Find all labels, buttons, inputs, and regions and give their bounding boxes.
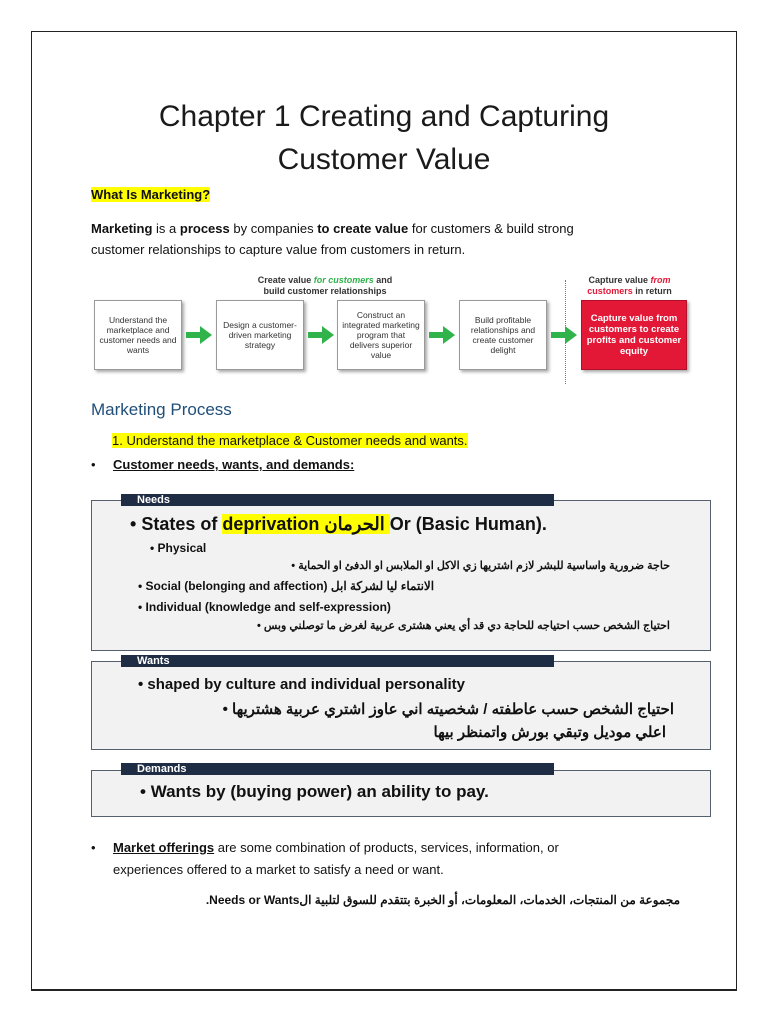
- customer-needs-bullet: • Customer needs, wants, and demands:: [91, 457, 355, 472]
- step-box-build: Build profitable relationships and create customer delight: [459, 300, 547, 370]
- needs-label: Needs: [121, 494, 554, 506]
- demands-rule-left: [91, 770, 121, 771]
- create-value-header: Create value for customers and build customer relationships: [257, 275, 393, 296]
- needs-main-point: • States of deprivation الحرمان Or (Basic Human).: [130, 514, 547, 534]
- wants-arabic-line-1: احتياج الشخص حسب عاطفته / شخصيته اني عاوز اشتري عربية هشتريها •: [222, 701, 674, 718]
- needs-physical-arabic: حاجة ضرورية واساسية للبشر لازم اشتريها زي الاكل او الملابس او الدفئ او الحماية •: [291, 560, 670, 572]
- green-arrow-icon: [551, 326, 577, 344]
- wants-rule-right: [554, 661, 711, 662]
- title-line-1: Chapter 1 Creating and Capturing: [158, 100, 610, 133]
- step-box-understand: Understand the marketplace and customer needs and wants: [94, 300, 182, 370]
- needs-social: • Social (belonging and affection) الانتماء ليا لشركة ابل: [138, 579, 435, 593]
- marketing-process-heading: Marketing Process: [91, 400, 232, 419]
- needs-rule-left: [91, 500, 121, 501]
- market-offerings-arabic: مجموعة من المنتجات، الخدمات، المعلومات، أو الخبرة بتتقدم للسوق لتلبية الNeeds or Wants.: [205, 893, 680, 907]
- wants-section: [91, 661, 711, 750]
- wants-rule-left: [91, 661, 121, 662]
- wants-arabic-line-2: اعلي موديل وتبقي بورش واتمنظر بيها: [433, 724, 666, 741]
- capture-value-header: Capture value from customers in return: [587, 275, 672, 296]
- wants-main-point: • shaped by culture and individual personality: [138, 676, 465, 693]
- step-box-capture: Capture value from customers to create profits and customer equity: [581, 300, 687, 370]
- needs-individual-arabic: احتياج الشخص حسب احتياجه للحاجة دي قد أي يعني هشترى عربية لغرض ما توصلني وبس •: [256, 620, 670, 632]
- wants-label: Wants: [121, 655, 554, 667]
- demands-section: [91, 770, 711, 817]
- needs-individual: • Individual (knowledge and self-expression): [138, 600, 391, 614]
- green-arrow-icon: [308, 326, 334, 344]
- green-arrow-icon: [429, 326, 455, 344]
- market-offerings-bullet: • Market offerings are some combination of products, services, information, or experiences offered to a market to satisfy a need or want.: [91, 840, 559, 877]
- demands-main-point: • Wants by (buying power) an ability to pay.: [140, 782, 489, 801]
- step-box-construct: Construct an integrated marketing program that delivers superior value: [337, 300, 425, 370]
- green-arrow-icon: [186, 326, 212, 344]
- demands-label: Demands: [121, 763, 554, 775]
- needs-physical: • Physical: [150, 541, 207, 555]
- title-line-2: Customer Value: [277, 143, 491, 176]
- marketing-definition: Marketing is a process by companies to create value for customers & build strong customer relationships to capture value from customers in return.: [91, 221, 574, 257]
- process-step-1: 1. Understand the marketplace & Customer needs and wants.: [112, 433, 468, 448]
- needs-section: [91, 500, 711, 651]
- what-is-marketing-heading: What Is Marketing?: [91, 187, 211, 202]
- needs-rule-right: [554, 500, 711, 501]
- step-box-design: Design a customer-driven marketing strategy: [216, 300, 304, 370]
- demands-rule-right: [554, 770, 711, 771]
